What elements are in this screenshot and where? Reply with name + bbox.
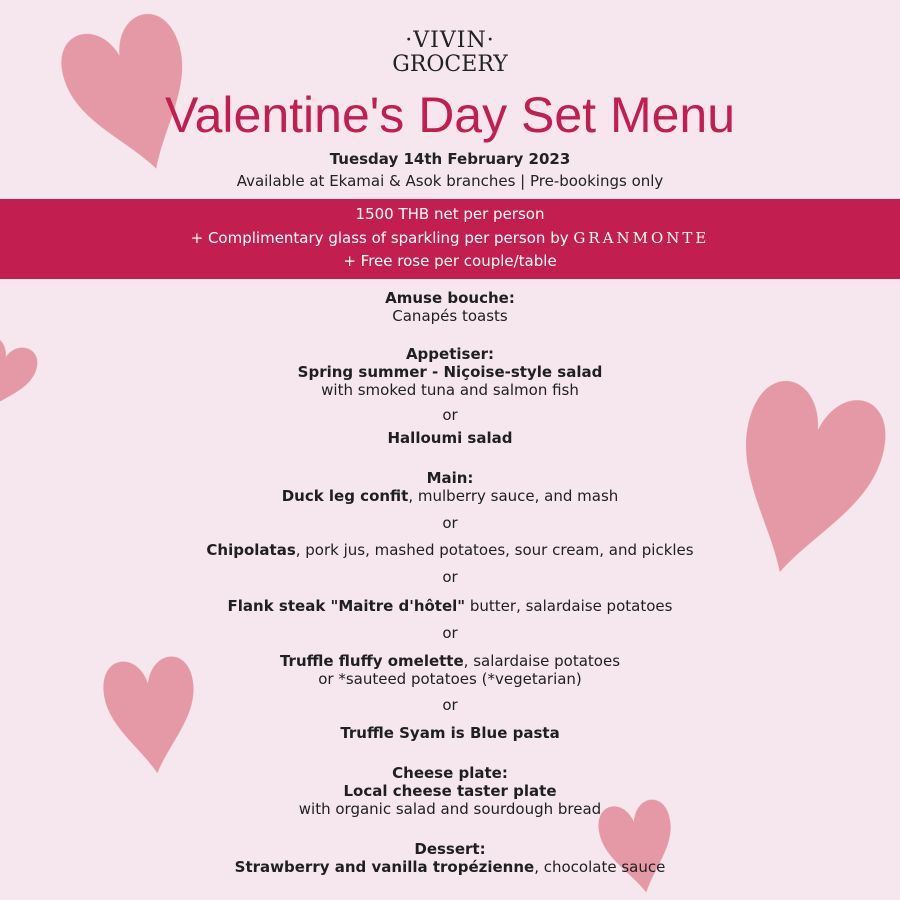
offer-sparkling-text: + Complimentary glass of sparkling per person by (190, 229, 569, 247)
cheese-item-detail: with organic salad and sourdough bread (298, 800, 602, 818)
appetiser-item-1: Spring summer - Niçoise-style salad (297, 363, 603, 381)
main-item-omelette (0, 652, 900, 670)
dish-description: butter, salardaise potatoes (465, 597, 673, 615)
appetiser-item-1-detail: with smoked tuna and salmon fish (321, 381, 579, 399)
dessert-heading: Dessert: (414, 840, 486, 858)
granmonte-logo: GRANMONTE (573, 229, 710, 247)
dish-name: Duck leg confit (281, 487, 409, 505)
appetiser-item-2: Halloumi salad (387, 429, 513, 447)
dish-description: , pork jus, mashed potatoes, sour cream, and pickles (295, 541, 694, 559)
dish-name: Flank steak "Maitre d'hôtel" (227, 597, 466, 615)
offer-band (0, 199, 900, 279)
or-separator: or (442, 696, 458, 714)
main-item-flank (0, 597, 900, 615)
dessert-item (0, 858, 900, 876)
main-item-pasta: Truffle Syam is Blue pasta (340, 724, 560, 742)
cheese-heading: Cheese plate: (392, 764, 508, 782)
offer-sparkling (0, 229, 900, 247)
dish-description: , chocolate sauce (534, 858, 666, 876)
amuse-item: Canapés toasts (392, 307, 508, 325)
brand-logo-top: ·VIVIN· (405, 28, 495, 53)
page-title: Valentine's Day Set Menu (164, 87, 736, 143)
dish-name: Chipolatas (206, 541, 296, 559)
dish-name: Strawberry and vanilla tropézienne (234, 858, 535, 876)
main-heading: Main: (426, 469, 474, 487)
or-separator: or (442, 406, 458, 424)
event-date: Tuesday 14th February 2023 (329, 150, 571, 168)
offer-price: 1500 THB net per person (355, 205, 545, 223)
or-separator: or (442, 624, 458, 642)
amuse-heading: Amuse bouche: (385, 289, 515, 307)
brand-logo-bottom: GROCERY (392, 52, 508, 77)
appetiser-heading: Appetiser: (405, 345, 495, 363)
availability-note: Available at Ekamai & Asok branches | Pre-bookings only (236, 172, 664, 190)
offer-rose: + Free rose per couple/table (343, 252, 557, 270)
dish-description: , mulberry sauce, and mash (408, 487, 619, 505)
main-item-omelette-detail: or *sauteed potatoes (*vegetarian) (318, 670, 582, 688)
main-item-duck (0, 487, 900, 505)
or-separator: or (442, 568, 458, 586)
main-item-chipolatas (0, 541, 900, 559)
cheese-item: Local cheese taster plate (343, 782, 557, 800)
dish-description: , salardaise potatoes (463, 652, 621, 670)
or-separator: or (442, 514, 458, 532)
dish-name: Truffle fluffy omelette (279, 652, 464, 670)
